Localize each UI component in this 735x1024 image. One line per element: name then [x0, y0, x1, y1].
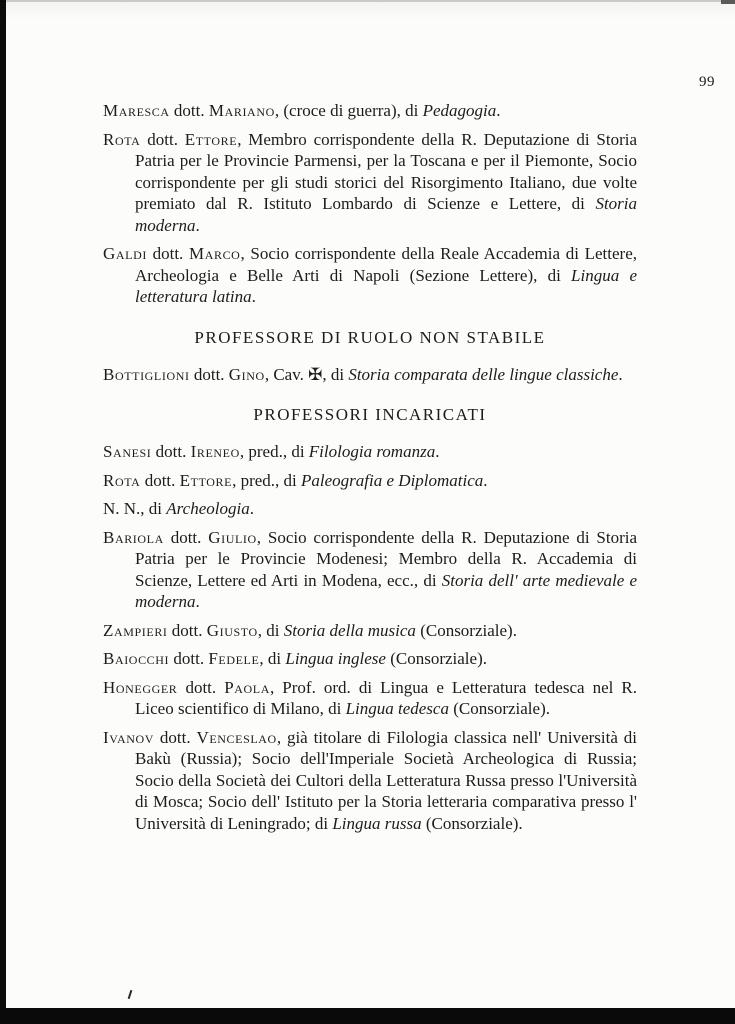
subject-title: Storia moderna: [135, 194, 637, 235]
text-segment: .: [618, 364, 623, 384]
text-segment: dott.: [151, 442, 191, 461]
text-segment: , Membro corrispondente della R. Deputazione di Storia Patria per le Provincie Parmensi, per la Toscana e per il Piemonte, Socio corrispondente per gli studi storici del Risorgimento Italiano, due volte premiato dal R. Istituto Lombardo di Scienze e Lettere, di: [135, 129, 637, 213]
person-name: Sanesi: [103, 442, 152, 461]
text-segment: (Consorziale).: [385, 649, 487, 668]
text-segment: , pred., di: [239, 442, 309, 461]
text-segment: , Socio corrispondente della Reale Accademia di Lettere, Archeologia e Belle Arti di Napoli (Sezione Lettere), di: [135, 244, 637, 285]
faculty-entry: [103, 527, 637, 613]
person-name: Giusto: [206, 620, 258, 640]
text-segment: , di: [257, 620, 284, 640]
section-heading: PROFESSORI INCARICATI: [253, 405, 487, 424]
text-segment: dott.: [189, 364, 229, 384]
subject-title: Storia dell' arte medievale e moderna: [135, 570, 637, 611]
person-name: Rota: [103, 129, 141, 149]
faculty-entry: [103, 470, 637, 492]
document-body: [103, 100, 637, 841]
person-name: Paola: [224, 677, 270, 697]
text-segment: (Consorziale).: [448, 699, 550, 718]
scan-edge-left-artifact: [0, 0, 6, 1024]
text-segment: N. N., di: [103, 499, 167, 518]
text-segment: dott.: [140, 470, 180, 490]
person-name: Baiocchi: [103, 649, 170, 668]
faculty-entry: [103, 498, 637, 520]
person-name: Ivanov: [103, 727, 155, 747]
person-name: Venceslao: [196, 727, 277, 747]
text-segment: , Socio corrispondente della R. Deputazione di Storia Patria per le Provincie Modenesi; Membro della R. Accademia di Scienze, Lettere ed Arti in Modena, ecc., di: [135, 527, 637, 590]
person-name: Galdi: [103, 244, 147, 263]
text-segment: dott.: [140, 129, 185, 149]
person-name: Maresca: [103, 101, 170, 120]
text-segment: dott.: [146, 244, 189, 263]
person-name: Honegger: [103, 677, 178, 697]
text-segment: dott.: [163, 527, 209, 547]
text-segment: , Prof. ord. di Lingua e Letteratura tedesca nel R. Liceo scientifico di Milano, di: [135, 677, 637, 718]
subject-title: Archeologia: [166, 499, 250, 518]
subject-title: Storia comparata delle lingue classiche: [348, 364, 619, 384]
text-segment: .: [435, 442, 440, 461]
subject-title: Filologia romanza: [308, 442, 436, 461]
text-segment: , già titolare di Filologia classica nell' Università di Bakù (Russia); Socio dell'Imperiale Società Archeologica di Russia; Socio della Società dei Cultori della Letteratura Russa presso l'Università di Mosca; Socio dell' Istituto per la Storia letteraria comparativa presso l' Università di Leningrado; di: [135, 727, 637, 833]
text-segment: .: [251, 287, 256, 306]
text-segment: dott.: [169, 101, 209, 120]
subject-title: Paleografia e Diplomatica: [301, 470, 484, 490]
text-segment: , (croce di guerra), di: [274, 101, 423, 120]
text-segment: .: [249, 499, 254, 518]
scan-edge-bottom-artifact: [0, 1008, 735, 1024]
person-name: Fedele: [208, 649, 260, 668]
person-name: Giulio: [208, 527, 257, 547]
faculty-entry: [103, 620, 637, 642]
faculty-entry: [103, 243, 637, 308]
text-segment: dott.: [167, 620, 207, 640]
text-segment: dott.: [154, 727, 197, 747]
text-segment: (Consorziale).: [415, 620, 517, 640]
subject-title: Storia della musica: [283, 620, 416, 640]
person-name: Zampieri: [103, 620, 168, 640]
faculty-entry: [103, 648, 637, 670]
faculty-entry: [103, 129, 637, 237]
person-name: Bariola: [103, 527, 164, 547]
text-segment: dott.: [177, 677, 225, 697]
faculty-entry: [103, 100, 637, 122]
subject-title: Lingua russa: [332, 813, 422, 833]
person-name: Ettore: [179, 470, 233, 490]
page-number: 99: [699, 74, 715, 90]
person-name: Ettore: [184, 129, 238, 149]
person-name: Rota: [103, 470, 141, 490]
section-heading: PROFESSORE DI RUOLO NON STABILE: [194, 327, 546, 347]
text-segment: , pred., di: [232, 470, 302, 490]
person-name: Mariano: [208, 101, 275, 120]
faculty-entry: [103, 441, 637, 463]
faculty-entry: [103, 727, 637, 835]
person-name: Marco: [188, 244, 241, 263]
subject-title: Lingua e letteratura latina: [135, 265, 637, 306]
scan-edge-top-artifact: [0, 0, 735, 2]
person-name: Gino: [228, 364, 265, 384]
scan-speck-artifact: [128, 990, 133, 999]
scan-corner-artifact: [721, 0, 735, 4]
faculty-entry: [103, 364, 637, 386]
text-segment: (Consorziale).: [421, 813, 523, 833]
person-name: Ireneo: [190, 442, 240, 461]
faculty-entry: [103, 677, 637, 720]
text-segment: .: [195, 592, 200, 611]
text-segment: .: [483, 470, 488, 490]
subject-title: Pedagogia: [422, 101, 497, 120]
subject-title: Lingua tedesca: [345, 699, 449, 718]
subject-title: Lingua inglese: [285, 649, 386, 668]
person-name: Bottiglioni: [103, 364, 190, 384]
text-segment: .: [195, 215, 200, 235]
text-segment: dott.: [169, 649, 209, 668]
text-segment: , di: [259, 649, 286, 668]
text-segment: .: [496, 101, 501, 120]
text-segment: , Cav. ✠, di: [264, 364, 349, 384]
